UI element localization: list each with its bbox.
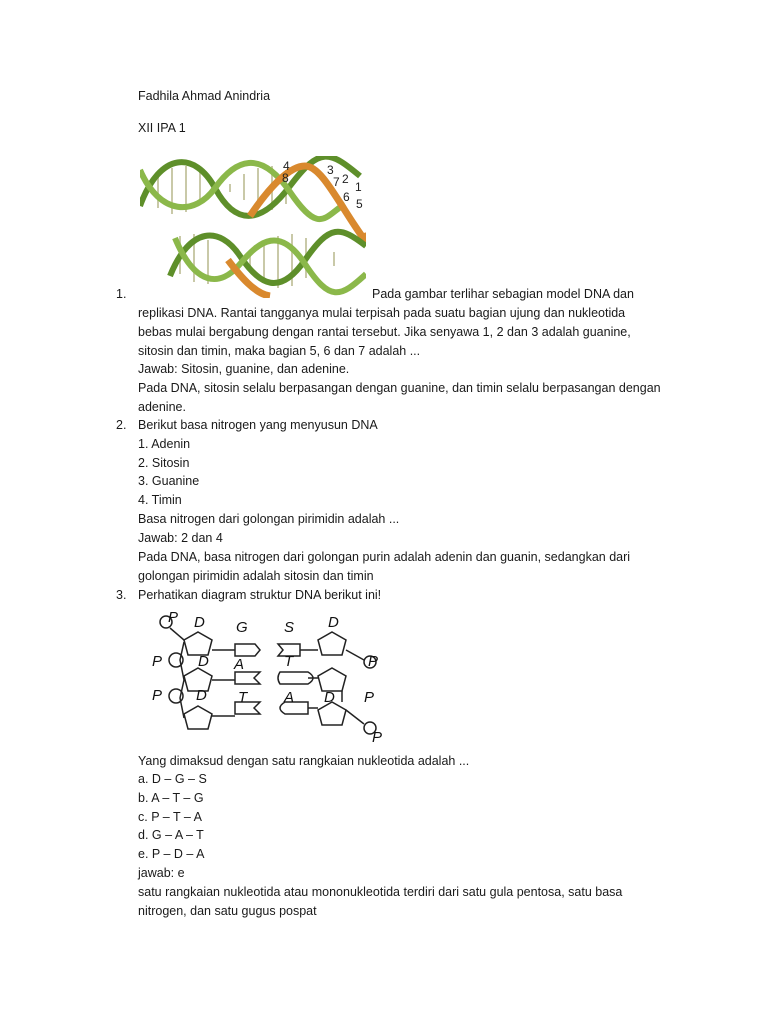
q2-number: 2. [116, 418, 127, 432]
author-name: Fadhila Ahmad Anindria [138, 89, 271, 103]
q1-line-2: replikasi DNA. Rantai tangganya mulai terpisah pada suatu bagian ujung dan nukleotida [138, 306, 626, 320]
diagram-label-p-1: P [168, 610, 179, 626]
class-name: XII IPA 1 [138, 121, 186, 135]
dna-label-2: 2 [342, 172, 349, 186]
q2-item-1: 1. Adenin [138, 437, 191, 451]
q2-item-3: 3. Guanine [138, 474, 200, 488]
diagram-label-p-4: P [152, 687, 163, 704]
diagram-label-t-2: T [238, 689, 248, 706]
q1-explanation-2: adenine. [138, 400, 186, 414]
q3-answer: jawab: e [138, 866, 185, 880]
dna-label-7: 7 [333, 175, 340, 189]
q1-line-4: sitosin dan timin, maka bagian 5, 6 dan 7 adalah ... [138, 344, 421, 358]
diagram-label-a-1: A [234, 656, 245, 673]
q3-intro: Perhatikan diagram struktur DNA berikut ini! [138, 588, 382, 602]
q2-item-2: 2. Sitosin [138, 456, 190, 470]
diagram-label-d-1: D [194, 614, 205, 631]
q1-line-1: Pada gambar terlihar sebagian model DNA dan [372, 287, 634, 301]
q3-explanation-2: nitrogen, dan satu gugus pospat [138, 904, 317, 918]
q2-question: Basa nitrogen dari golongan pirimidin adalah ... [138, 512, 400, 526]
dna-label-1: 1 [355, 180, 362, 194]
q3-option-b: b. A – T – G [138, 791, 204, 805]
q2-explanation-2: golongan pirimidin adalah sitosin dan timin [138, 569, 374, 583]
diagram-label-d-3: D [198, 653, 209, 670]
diagram-label-p-6: P [372, 729, 383, 746]
dna-label-4: 4 [283, 159, 290, 173]
dna-structure-diagram [150, 610, 395, 746]
q1-line-3: bebas mulai bergabung dengan rantai tersebut. Jika senyawa 1, 2 dan 3 adalah guanine, [138, 325, 631, 339]
q3-question: Yang dimaksud dengan satu rangkaian nukleotida adalah ... [138, 754, 470, 768]
q2-line-1: Berikut basa nitrogen yang menyusun DNA [138, 418, 378, 432]
diagram-label-d-5: D [324, 689, 335, 706]
q3-explanation-1: satu rangkaian nukleotida atau mononukleotida terdiri dari satu gula pentosa, satu basa [138, 885, 623, 899]
dna-replication-image [140, 156, 366, 298]
q1-explanation-1: Pada DNA, sitosin selalu berpasangan dengan guanine, dan timin selalu berpasangan dengan [138, 381, 661, 395]
diagram-label-g: G [236, 619, 248, 636]
q2-item-4: 4. Timin [138, 493, 182, 507]
diagram-label-d-2: D [328, 614, 339, 631]
q2-explanation-1: Pada DNA, basa nitrogen dari golongan purin adalah adenin dan guanin, sedangkan dari [138, 550, 631, 564]
dna-label-3: 3 [327, 163, 334, 177]
q1-number: 1. [116, 287, 127, 301]
q3-option-d: d. G – A – T [138, 828, 204, 842]
q2-answer: Jawab: 2 dan 4 [138, 531, 223, 545]
diagram-label-p-2: P [152, 653, 163, 670]
diagram-label-a-2: A [284, 689, 295, 706]
diagram-label-d-4: D [196, 687, 207, 704]
diagram-label-p-3: P [368, 653, 379, 670]
q3-option-c: c. P – T – A [138, 810, 202, 824]
diagram-label-t-1: T [284, 653, 294, 670]
diagram-label-p-5: P [364, 689, 375, 706]
q3-option-e: e. P – D – A [138, 847, 205, 861]
dna-label-8: 8 [282, 171, 289, 185]
dna-label-6: 6 [343, 190, 350, 204]
q3-number: 3. [116, 588, 127, 602]
dna-label-5: 5 [356, 197, 363, 211]
q3-option-a: a. D – G – S [138, 772, 207, 786]
diagram-label-s: S [284, 619, 295, 636]
q1-answer: Jawab: Sitosin, guanine, dan adenine. [138, 362, 350, 376]
